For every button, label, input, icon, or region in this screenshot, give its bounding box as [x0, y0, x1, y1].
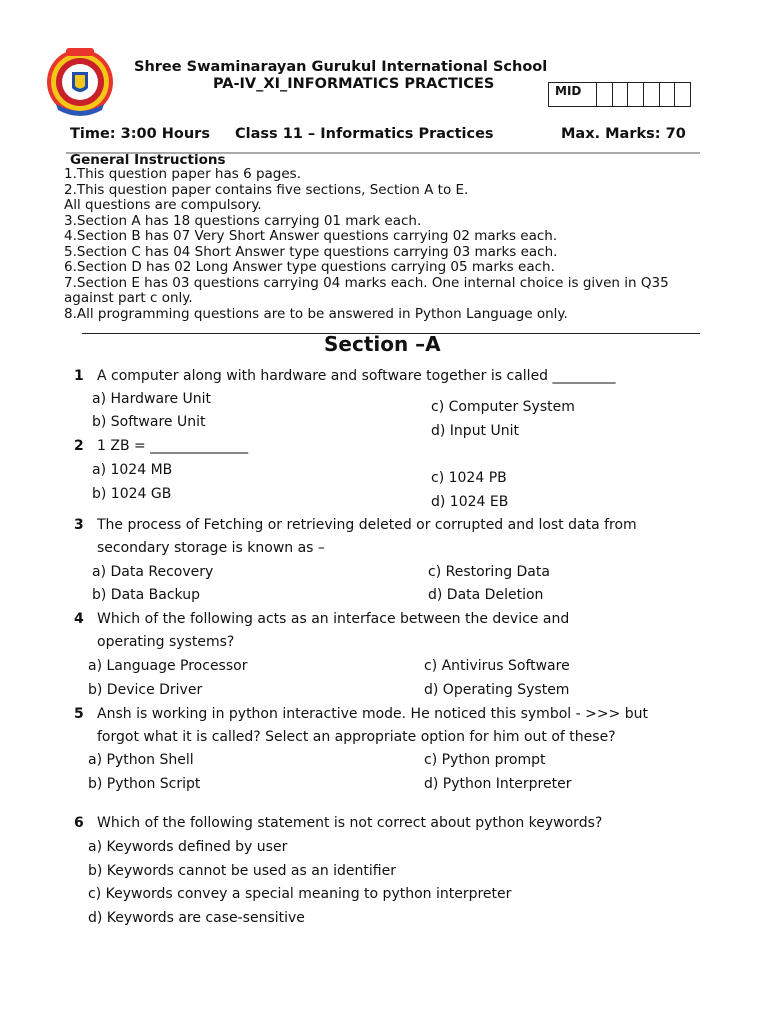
- option: d) Data Deletion: [428, 587, 544, 603]
- option: b) 1024 GB: [92, 486, 172, 502]
- question-text: 1 ZB = ______________: [97, 438, 249, 454]
- instruction-line: 7.Section E has 03 questions carrying 04 marks each. One internal choice is given in Q35: [64, 274, 669, 291]
- school-name: Shree Swaminarayan Gurukul International School: [134, 59, 548, 75]
- option: a) Keywords defined by user: [88, 839, 288, 855]
- mid-cell: [660, 83, 676, 106]
- option: b) Device Driver: [88, 682, 203, 698]
- option: a) Language Processor: [88, 658, 248, 674]
- option: a) 1024 MB: [92, 462, 173, 478]
- option: b) Software Unit: [92, 414, 206, 430]
- option: b) Data Backup: [92, 587, 200, 603]
- mid-cell: [644, 83, 660, 106]
- option: c) 1024 PB: [431, 470, 507, 486]
- question-text: secondary storage is known as –: [97, 540, 325, 556]
- question-text: A computer along with hardware and software together is called _________: [97, 368, 616, 384]
- question-text: forgot what it is called? Select an appropriate option for him out of these?: [97, 729, 616, 745]
- instruction-line: 2.This question paper contains five sections, Section A to E.: [64, 181, 469, 198]
- instruction-line: All questions are compulsory.: [64, 197, 262, 213]
- question-text: operating systems?: [97, 634, 235, 650]
- question-text: The process of Fetching or retrieving deleted or corrupted and lost data from: [97, 517, 637, 533]
- option: a) Data Recovery: [92, 564, 214, 580]
- option: b) Python Script: [88, 776, 201, 792]
- instructions-list: [64, 167, 669, 322]
- mid-cell: [675, 83, 690, 106]
- question-number: 1: [74, 368, 84, 384]
- max-marks: Max. Marks: 70: [561, 126, 686, 142]
- question-text: Which of the following statement is not correct about python keywords?: [97, 815, 603, 831]
- instruction-line: 3.Section A has 18 questions carrying 01 mark each.: [64, 212, 422, 229]
- question-number: 2: [74, 438, 84, 454]
- instruction-line: 6.Section D has 02 Long Answer type questions carrying 05 marks each.: [64, 259, 555, 275]
- mid-cell: [628, 83, 644, 106]
- instruction-line: 4.Section B has 07 Very Short Answer questions carrying 02 marks each.: [64, 228, 558, 244]
- option: a) Hardware Unit: [92, 391, 212, 407]
- question-number: 3: [74, 517, 84, 533]
- mid-cell: [597, 83, 613, 106]
- mid-box: [548, 82, 691, 107]
- option: d) 1024 EB: [431, 494, 509, 510]
- option: c) Computer System: [431, 399, 575, 415]
- instructions-title: General Instructions: [70, 152, 226, 168]
- section-title: Section –A: [324, 332, 441, 356]
- question-text: Which of the following acts as an interface between the device and: [97, 611, 570, 627]
- exam-time: Time: 3:00 Hours: [70, 126, 210, 142]
- paper-title: PA-IV_XI_INFORMATICS PRACTICES: [213, 76, 495, 92]
- option: c) Antivirus Software: [424, 658, 570, 674]
- mid-cell: [613, 83, 629, 106]
- question-text: Ansh is working in python interactive mode. He noticed this symbol - >>> but: [97, 706, 648, 722]
- instruction-line: 1.This question paper has 6 pages.: [64, 166, 302, 182]
- option: b) Keywords cannot be used as an identifier: [88, 863, 396, 879]
- instruction-line: 5.Section C has 04 Short Answer type questions carrying 03 marks each.: [64, 243, 558, 260]
- question-number: 6: [74, 815, 84, 831]
- option: d) Keywords are case-sensitive: [88, 910, 305, 926]
- option: a) Python Shell: [88, 752, 194, 768]
- question-number: 5: [74, 706, 84, 722]
- option: c) Restoring Data: [428, 564, 550, 580]
- option: d) Operating System: [424, 682, 570, 698]
- class-subject: Class 11 – Informatics Practices: [235, 126, 494, 142]
- mid-label: MID: [549, 83, 597, 106]
- option: c) Python prompt: [424, 752, 546, 768]
- option: c) Keywords convey a special meaning to python interpreter: [88, 886, 512, 902]
- option: d) Python Interpreter: [424, 776, 572, 792]
- question-number: 4: [74, 611, 84, 627]
- instruction-line: against part c only.: [64, 290, 193, 306]
- option: d) Input Unit: [431, 423, 519, 439]
- school-logo-icon: [44, 44, 116, 118]
- instruction-line: 8.All programming questions are to be answered in Python Language only.: [64, 305, 568, 322]
